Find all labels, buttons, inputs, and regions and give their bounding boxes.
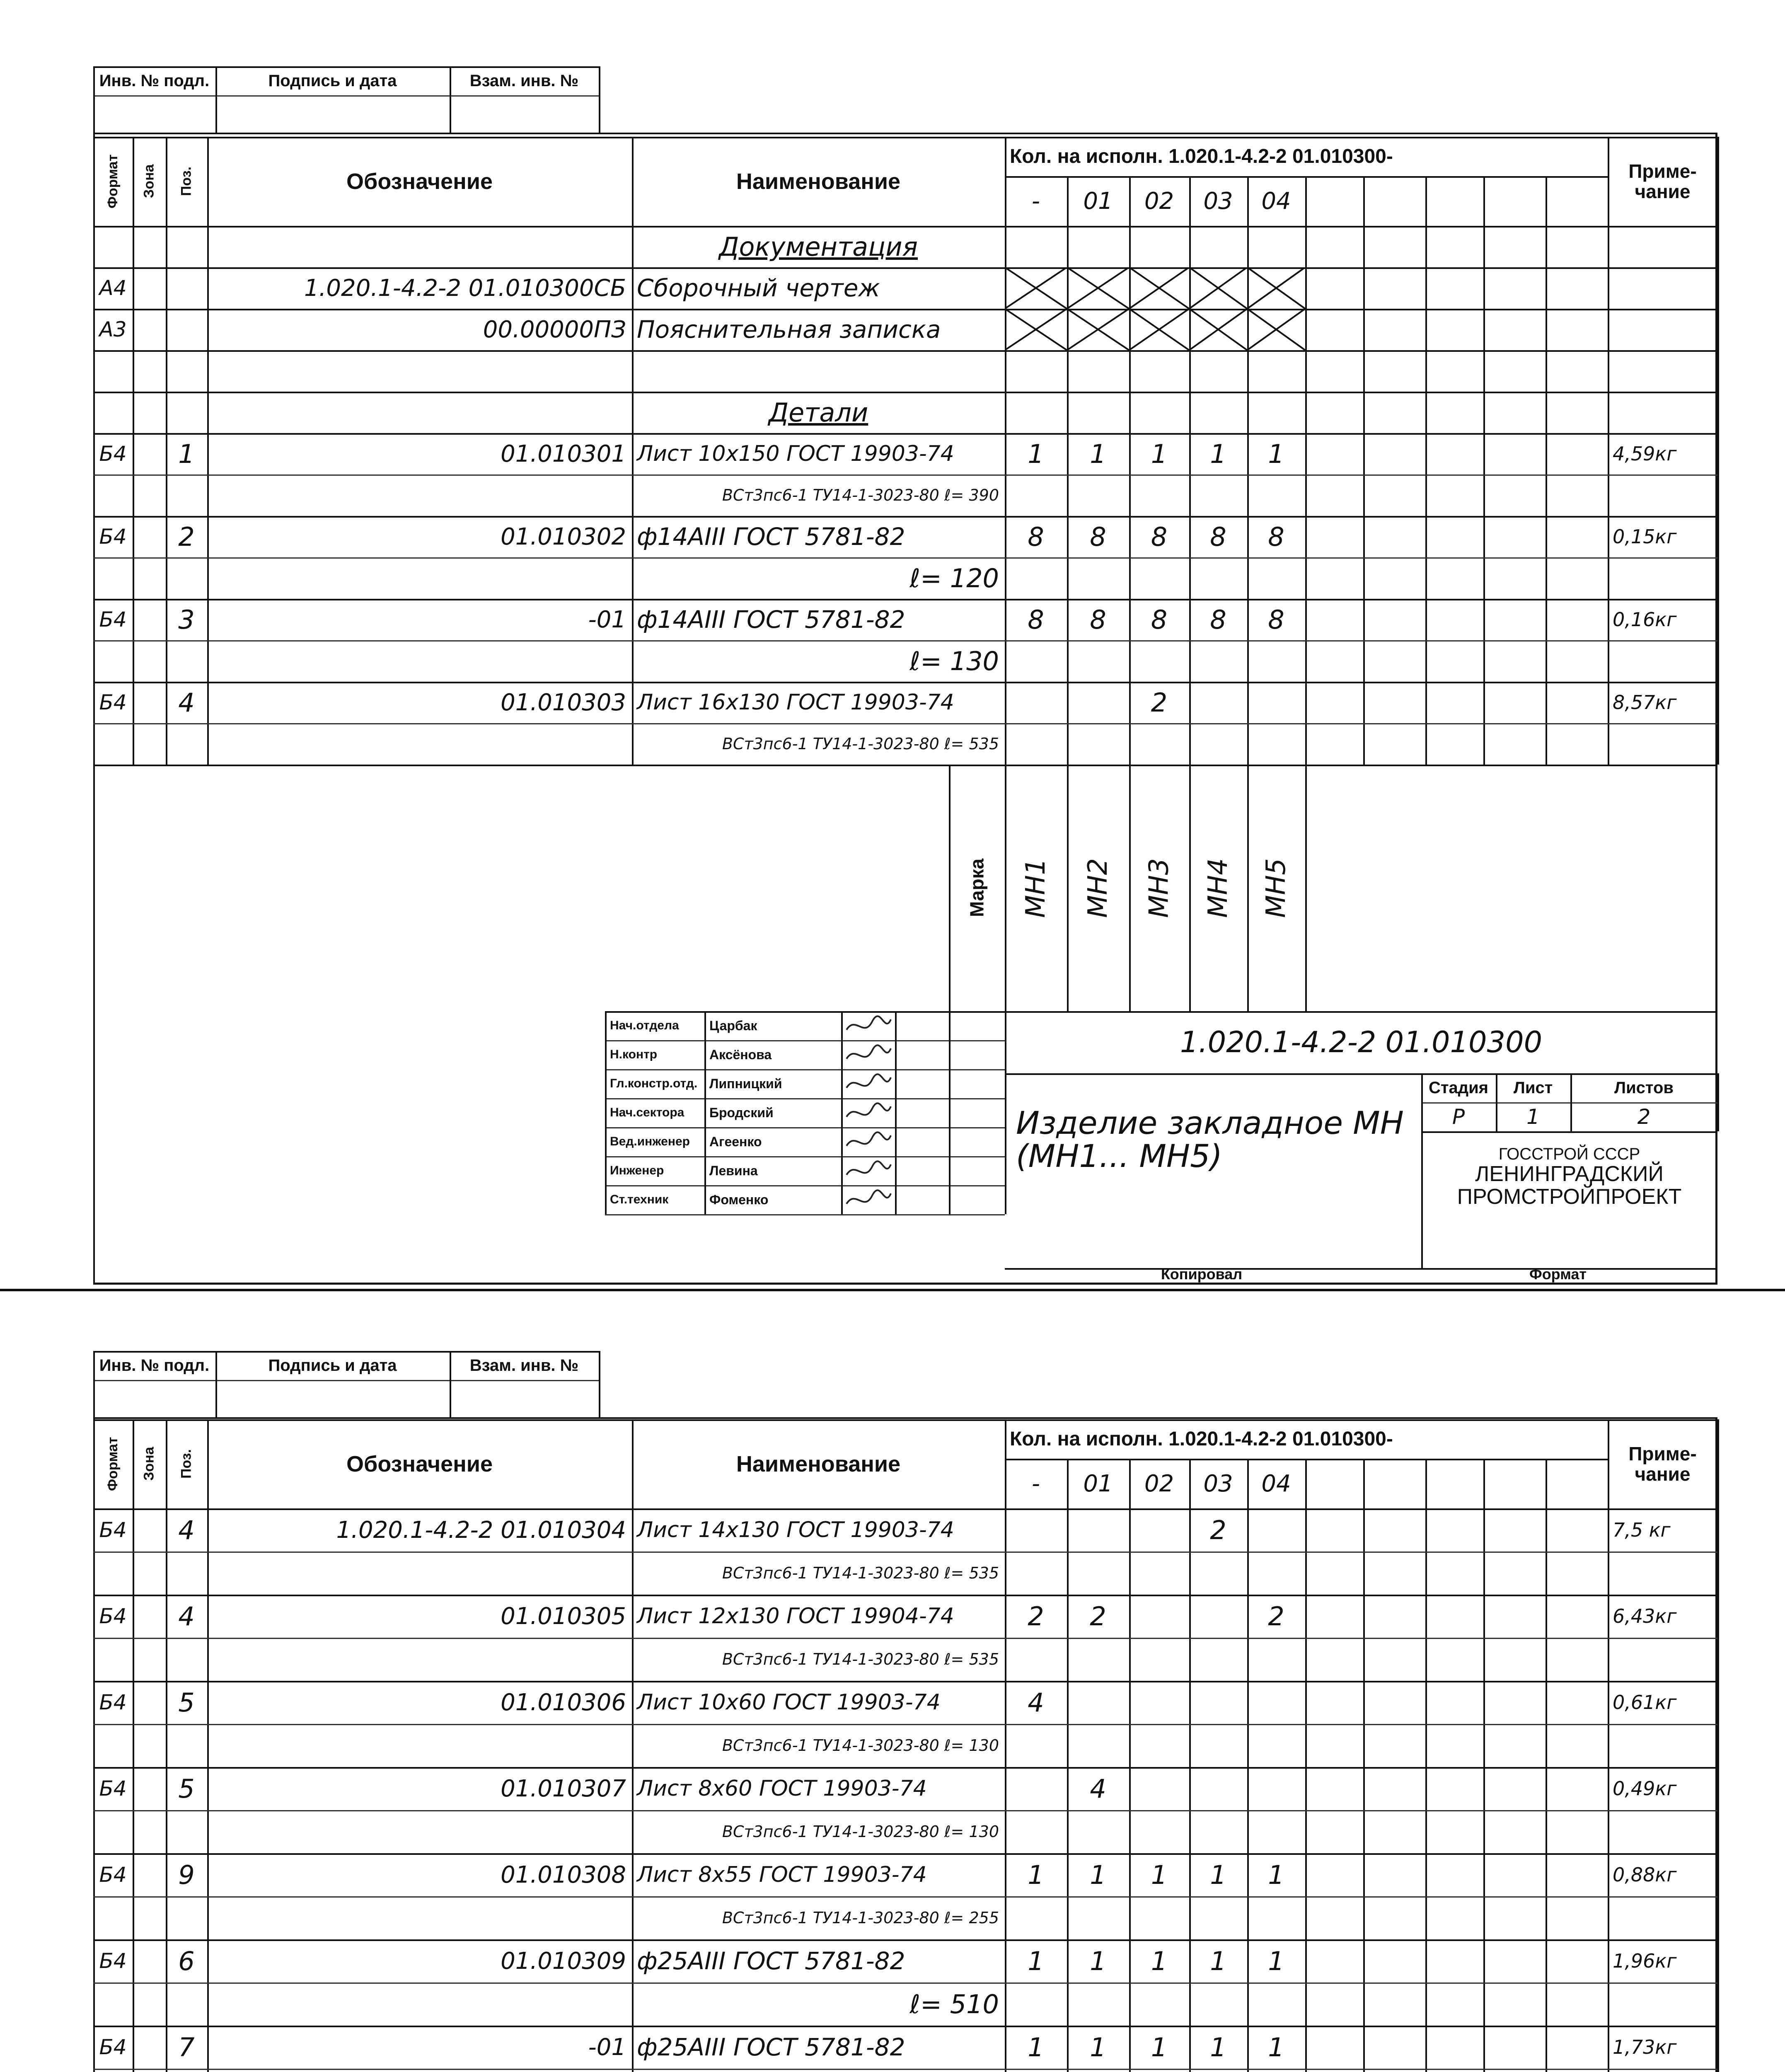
row-format: Б4 bbox=[99, 2035, 127, 2059]
signature-date-label: Подпись и дата bbox=[268, 1356, 397, 1375]
not-applicable-cross bbox=[1005, 267, 1305, 309]
not-applicable-cross bbox=[1005, 309, 1305, 350]
row-note: 0,49кг bbox=[1613, 1777, 1677, 1800]
mark-4: МН4 bbox=[1203, 858, 1234, 918]
row-format bbox=[93, 392, 133, 433]
row-qty-3 bbox=[1189, 392, 1247, 433]
row-note: 8,57кг bbox=[1613, 691, 1677, 714]
row-name-material: ВСт3пс6-1 ТУ14-1-3023-80 ℓ= 535 bbox=[722, 1564, 999, 1582]
row-format: Б4 bbox=[99, 608, 127, 632]
handwritten-signature bbox=[841, 1040, 895, 1069]
row-qty-0: 2 bbox=[1028, 1601, 1044, 1631]
row-name: Пояснительная записка bbox=[637, 315, 941, 344]
row-format: Б4 bbox=[99, 525, 127, 549]
col-designation-header: Обозначение bbox=[346, 169, 493, 194]
row-qty-2: 8 bbox=[1151, 604, 1168, 635]
row-qty-2: 2 bbox=[1151, 687, 1168, 718]
organization-line: ПРОМСТРОЙПРОЕКТ bbox=[1457, 1185, 1682, 1209]
row-name: Лист 10х60 ГОСТ 19903-74 bbox=[637, 1690, 941, 1715]
row-position: 5 bbox=[178, 1773, 195, 1804]
signature-name: Царбак bbox=[709, 1018, 757, 1033]
variant-header-2: 02 bbox=[1144, 187, 1174, 215]
row-qty-2: 1 bbox=[1151, 1946, 1168, 1976]
row-position: 4 bbox=[178, 1601, 195, 1631]
row-position: 4 bbox=[178, 687, 195, 718]
signature-name: Левина bbox=[709, 1163, 758, 1178]
variant-header-3: 03 bbox=[1203, 1470, 1233, 1497]
row-designation: -01 bbox=[588, 606, 626, 633]
row-note bbox=[1608, 350, 1717, 392]
row-note: 0,61кг bbox=[1613, 1691, 1677, 1714]
col-note-header-line1: Приме- bbox=[1628, 160, 1697, 182]
row-qty-4 bbox=[1247, 682, 1305, 723]
inventory-number-label: Инв. № подл. bbox=[99, 71, 210, 90]
signature-role: Ст.техник bbox=[610, 1193, 669, 1206]
col-qty-header: Кол. на исполн. 1.020.1-4.2-2 01.010300- bbox=[1010, 1428, 1393, 1450]
row-note: 7,5 кг bbox=[1613, 1519, 1671, 1541]
row-name: Лист 12х130 ГОСТ 19904-74 bbox=[637, 1604, 954, 1629]
row-qty-4 bbox=[1247, 1681, 1305, 1724]
row-name-length: ℓ= 130 bbox=[909, 646, 999, 676]
sheets-label: Листов bbox=[1614, 1078, 1674, 1097]
row-position bbox=[166, 267, 207, 309]
signature-role: Нач.отдела bbox=[610, 1019, 679, 1032]
row-qty-2: 1 bbox=[1151, 1859, 1168, 1890]
row-qty-2 bbox=[1129, 392, 1189, 433]
row-position: 1 bbox=[178, 438, 195, 469]
row-name: Лист 8х55 ГОСТ 19903-74 bbox=[637, 1862, 927, 1887]
row-designation: 01.010305 bbox=[501, 1602, 626, 1630]
row-name: ф14АIII ГОСТ 5781-82 bbox=[637, 523, 905, 551]
row-qty-1: 1 bbox=[1090, 1859, 1106, 1890]
row-qty-0: 1 bbox=[1028, 2032, 1044, 2062]
row-note bbox=[1608, 392, 1717, 433]
row-position: 3 bbox=[178, 604, 195, 635]
col-zone-header: Зона bbox=[141, 1447, 157, 1481]
col-name-header: Наименование bbox=[736, 169, 901, 194]
signature-name: Фоменко bbox=[709, 1192, 769, 1207]
signature-role: Гл.констр.отд. bbox=[610, 1077, 698, 1090]
mark-2: МН2 bbox=[1083, 858, 1113, 918]
row-name-material: ВСт3пс6-1 ТУ14-1-3023-80 ℓ= 255 bbox=[722, 1909, 999, 1927]
row-qty-2: 1 bbox=[1151, 2032, 1168, 2062]
row-qty-4 bbox=[1247, 392, 1305, 433]
row-position: 2 bbox=[178, 521, 195, 552]
title-line: (МН1... МН5) bbox=[1016, 1138, 1223, 1174]
variant-header-4: 04 bbox=[1261, 1470, 1291, 1497]
row-note bbox=[1608, 309, 1717, 350]
row-name: Лист 8х60 ГОСТ 19903-74 bbox=[637, 1776, 927, 1801]
row-format: Б4 bbox=[99, 690, 127, 714]
row-designation: 01.010308 bbox=[501, 1861, 626, 1888]
signature-mark bbox=[843, 1042, 893, 1067]
handwritten-signature bbox=[841, 1127, 895, 1156]
row-note: 1,96кг bbox=[1613, 1950, 1677, 1972]
row-qty-4: 2 bbox=[1268, 1601, 1284, 1631]
row-format: Б4 bbox=[99, 1863, 127, 1887]
row-position bbox=[166, 350, 207, 392]
signature-mark bbox=[843, 1158, 893, 1183]
signature-mark bbox=[843, 1100, 893, 1125]
row-note: 1,73кг bbox=[1613, 2036, 1677, 2058]
row-name: ф14АIII ГОСТ 5781-82 bbox=[637, 605, 905, 634]
signature-role: Н.контр bbox=[610, 1048, 658, 1061]
col-zone-header: Зона bbox=[141, 164, 157, 198]
variant-header-1: 01 bbox=[1083, 1470, 1113, 1497]
row-designation bbox=[207, 226, 632, 267]
row-qty-3: 1 bbox=[1210, 1859, 1226, 1890]
col-format-header: Формат bbox=[105, 1437, 121, 1491]
row-name-material: ВСт3пс6-1 ТУ14-1-3023-80 ℓ= 535 bbox=[722, 735, 999, 753]
row-qty-3: 2 bbox=[1210, 1515, 1226, 1545]
row-name-length: ℓ= 120 bbox=[909, 563, 999, 593]
row-qty-3 bbox=[1189, 226, 1247, 267]
row-qty-1: 8 bbox=[1090, 604, 1106, 635]
row-qty-0: 1 bbox=[1028, 438, 1044, 469]
row-qty-1 bbox=[1067, 1508, 1129, 1552]
replaced-inventory-label: Взам. инв. № bbox=[469, 71, 579, 90]
col-name-header: Наименование bbox=[736, 1451, 901, 1477]
row-name-material: ВСт3пс6-1 ТУ14-1-3023-80 ℓ= 130 bbox=[722, 1736, 999, 1755]
row-position bbox=[166, 392, 207, 433]
title-line: Изделие закладное МН bbox=[1016, 1104, 1404, 1142]
row-qty-4: 1 bbox=[1268, 1859, 1284, 1890]
row-qty-3: 1 bbox=[1210, 438, 1226, 469]
row-name: ф25АIII ГОСТ 5781-82 bbox=[637, 2033, 905, 2061]
row-position bbox=[166, 309, 207, 350]
row-note: 0,16кг bbox=[1613, 608, 1677, 631]
signature-name: Липницкий bbox=[709, 1076, 782, 1091]
row-designation: 01.010301 bbox=[501, 440, 626, 467]
row-designation: 01.010307 bbox=[501, 1775, 626, 1802]
document-number: 1.020.1-4.2-2 01.010300 bbox=[1180, 1025, 1543, 1059]
row-qty-3 bbox=[1189, 1767, 1247, 1810]
row-name: Лист 16х130 ГОСТ 19903-74 bbox=[637, 690, 954, 715]
col-note-header bbox=[1608, 1419, 1717, 1508]
row-position: 7 bbox=[178, 2032, 195, 2062]
signature-role: Инженер bbox=[610, 1164, 664, 1177]
handwritten-signature bbox=[841, 1011, 895, 1040]
sheet-label: Лист bbox=[1513, 1078, 1553, 1097]
row-position: 9 bbox=[178, 1859, 195, 1890]
mark-5: МН5 bbox=[1261, 858, 1292, 918]
row-format bbox=[93, 226, 133, 267]
sheet-separator bbox=[0, 1289, 1785, 1291]
variant-header-3: 03 bbox=[1203, 187, 1233, 215]
row-qty-2 bbox=[1129, 1508, 1189, 1552]
row-name bbox=[632, 350, 1005, 392]
mark-3: МН3 bbox=[1144, 858, 1175, 918]
row-qty-0: 8 bbox=[1028, 604, 1044, 635]
handwritten-signature bbox=[841, 1185, 895, 1214]
row-format: Б4 bbox=[99, 1949, 127, 1973]
row-name: ф25АIII ГОСТ 5781-82 bbox=[637, 1947, 905, 1975]
row-position bbox=[166, 226, 207, 267]
row-qty-0: 4 bbox=[1028, 1687, 1044, 1718]
row-qty-3 bbox=[1189, 682, 1247, 723]
col-pos-header: Поз. bbox=[178, 1449, 194, 1479]
row-format: Б4 bbox=[99, 1518, 127, 1542]
row-qty-2 bbox=[1129, 350, 1189, 392]
handwritten-signature bbox=[841, 1069, 895, 1098]
section-title: Детали bbox=[768, 397, 868, 428]
row-qty-4 bbox=[1247, 226, 1305, 267]
row-qty-4 bbox=[1247, 1767, 1305, 1810]
format-label: Формат bbox=[1529, 1266, 1587, 1283]
row-format: А3 bbox=[99, 317, 127, 341]
signature-role: Нач.сектора bbox=[610, 1106, 684, 1119]
row-qty-4: 8 bbox=[1268, 604, 1284, 635]
handwritten-signature bbox=[841, 1098, 895, 1127]
row-qty-3 bbox=[1189, 1595, 1247, 1638]
row-qty-2 bbox=[1129, 226, 1189, 267]
row-qty-1: 4 bbox=[1090, 1773, 1106, 1804]
row-format: Б4 bbox=[99, 442, 127, 466]
row-note bbox=[1608, 226, 1717, 267]
row-note: 6,43кг bbox=[1613, 1605, 1677, 1627]
row-qty-3: 8 bbox=[1210, 604, 1226, 635]
col-format-header: Формат bbox=[105, 154, 121, 208]
row-format: Б4 bbox=[99, 1690, 127, 1714]
row-qty-2 bbox=[1129, 1767, 1189, 1810]
variant-header-4: 04 bbox=[1261, 187, 1291, 215]
row-qty-1: 1 bbox=[1090, 438, 1106, 469]
row-qty-1 bbox=[1067, 226, 1129, 267]
inventory-number-label: Инв. № подл. bbox=[99, 1356, 210, 1375]
row-qty-2: 1 bbox=[1151, 438, 1168, 469]
row-qty-0 bbox=[1005, 1508, 1067, 1552]
row-designation: 01.010303 bbox=[501, 689, 626, 716]
row-qty-0: 8 bbox=[1028, 521, 1044, 552]
copied-label: Копировал bbox=[1161, 1266, 1243, 1283]
row-qty-3: 1 bbox=[1210, 1946, 1226, 1976]
row-note: 0,15кг bbox=[1613, 525, 1677, 548]
row-designation: 1.020.1-4.2-2 01.010304 bbox=[336, 1516, 626, 1544]
row-position: 5 bbox=[178, 1687, 195, 1718]
row-name-length bbox=[632, 2069, 1005, 2072]
row-qty-1 bbox=[1067, 392, 1129, 433]
row-qty-3: 1 bbox=[1210, 2032, 1226, 2062]
row-qty-2 bbox=[1129, 1681, 1189, 1724]
document-title bbox=[1011, 1086, 1417, 1193]
col-qty-header: Кол. на исполн. 1.020.1-4.2-2 01.010300- bbox=[1010, 145, 1393, 167]
handwritten-signature bbox=[841, 1156, 895, 1185]
stage-value: Р bbox=[1452, 1105, 1465, 1129]
organization-line: ЛЕНИНГРАДСКИЙ bbox=[1475, 1162, 1664, 1186]
row-qty-2: 8 bbox=[1151, 521, 1168, 552]
row-qty-4 bbox=[1247, 1508, 1305, 1552]
stage-label: Стадия bbox=[1428, 1078, 1489, 1097]
row-qty-0 bbox=[1005, 226, 1067, 267]
signature-mark bbox=[843, 1129, 893, 1154]
row-designation: -01 bbox=[588, 2033, 626, 2061]
row-qty-1: 8 bbox=[1090, 521, 1106, 552]
signature-mark bbox=[843, 1013, 893, 1038]
signature-mark bbox=[843, 1187, 893, 1212]
row-qty-1 bbox=[1067, 350, 1129, 392]
row-format: Б4 bbox=[99, 1777, 127, 1801]
signature-date-label: Подпись и дата bbox=[268, 71, 397, 90]
col-pos-header: Поз. bbox=[178, 166, 194, 196]
sheet-value: 1 bbox=[1526, 1105, 1540, 1129]
marka-label: Марка bbox=[966, 858, 988, 917]
col-note-header-line1: Приме- bbox=[1628, 1443, 1697, 1465]
variant-header-2: 02 bbox=[1144, 1470, 1174, 1497]
row-qty-1: 1 bbox=[1090, 2032, 1106, 2062]
row-format: А4 bbox=[99, 276, 127, 300]
row-designation bbox=[207, 350, 632, 392]
row-name-length: ℓ= 510 bbox=[909, 1989, 999, 2019]
row-name: Лист 10х150 ГОСТ 19903-74 bbox=[637, 441, 954, 466]
row-format bbox=[93, 350, 133, 392]
variant-header-1: 01 bbox=[1083, 187, 1113, 215]
row-position: 6 bbox=[178, 1946, 195, 1976]
row-qty-4: 1 bbox=[1268, 438, 1284, 469]
row-name-material: ВСт3пс6-1 ТУ14-1-3023-80 ℓ= 390 bbox=[722, 486, 999, 504]
organization-line: ГОССТРОЙ СССР bbox=[1498, 1145, 1640, 1164]
row-name-material: ВСт3пс6-1 ТУ14-1-3023-80 ℓ= 535 bbox=[722, 1650, 999, 1668]
row-designation: 00.00000ПЗ bbox=[483, 316, 626, 343]
col-note-header-line2: чание bbox=[1635, 180, 1691, 202]
row-note: 4,59кг bbox=[1613, 443, 1677, 465]
row-format: Б4 bbox=[99, 1604, 127, 1628]
row-qty-3: 8 bbox=[1210, 521, 1226, 552]
row-qty-0 bbox=[1005, 392, 1067, 433]
row-name: Сборочный чертеж bbox=[637, 274, 880, 302]
row-designation: 01.010309 bbox=[501, 1947, 626, 1975]
row-qty-0: 1 bbox=[1028, 1859, 1044, 1890]
row-name-material: ВСт3пс6-1 ТУ14-1-3023-80 ℓ= 130 bbox=[722, 1823, 999, 1841]
sheet-2 bbox=[0, 1293, 1785, 2072]
row-qty-4 bbox=[1247, 350, 1305, 392]
row-designation: 01.010302 bbox=[501, 523, 626, 550]
row-qty-1: 1 bbox=[1090, 1946, 1106, 1976]
signature-name: Аксёнова bbox=[709, 1047, 772, 1062]
col-note-header bbox=[1608, 137, 1717, 226]
row-qty-2 bbox=[1129, 1595, 1189, 1638]
row-name: Лист 14х130 ГОСТ 19903-74 bbox=[637, 1518, 954, 1542]
signature-mark bbox=[843, 1071, 893, 1096]
col-note-header-line2: чание bbox=[1635, 1463, 1691, 1485]
row-qty-0 bbox=[1005, 682, 1067, 723]
row-qty-4: 8 bbox=[1268, 521, 1284, 552]
row-qty-4: 1 bbox=[1268, 2032, 1284, 2062]
section-title: Документация bbox=[719, 231, 918, 262]
signature-role: Вед.инженер bbox=[610, 1135, 690, 1148]
row-qty-3 bbox=[1189, 350, 1247, 392]
row-qty-4: 1 bbox=[1268, 1946, 1284, 1976]
replaced-inventory-label: Взам. инв. № bbox=[469, 1356, 579, 1375]
row-designation: 01.010306 bbox=[501, 1689, 626, 1716]
mark-1: МН1 bbox=[1021, 858, 1051, 918]
sheets-value: 2 bbox=[1637, 1105, 1651, 1129]
row-note bbox=[1608, 267, 1717, 309]
signature-name: Бродский bbox=[709, 1105, 774, 1120]
row-position: 4 bbox=[178, 1515, 195, 1545]
variant-header-0: - bbox=[1031, 1470, 1040, 1497]
variant-header-0: - bbox=[1031, 187, 1040, 215]
row-qty-0 bbox=[1005, 1767, 1067, 1810]
row-qty-0 bbox=[1005, 350, 1067, 392]
row-qty-1 bbox=[1067, 682, 1129, 723]
row-note: 0,88кг bbox=[1613, 1864, 1677, 1886]
row-designation: 1.020.1-4.2-2 01.010300СБ bbox=[304, 274, 626, 302]
organization bbox=[1421, 1135, 1717, 1218]
row-qty-1: 2 bbox=[1090, 1601, 1106, 1631]
signature-name: Агеенко bbox=[709, 1134, 762, 1149]
row-qty-0: 1 bbox=[1028, 1946, 1044, 1976]
col-designation-header: Обозначение bbox=[346, 1451, 493, 1477]
row-qty-3 bbox=[1189, 1681, 1247, 1724]
row-designation bbox=[207, 392, 632, 433]
row-qty-1 bbox=[1067, 1681, 1129, 1724]
